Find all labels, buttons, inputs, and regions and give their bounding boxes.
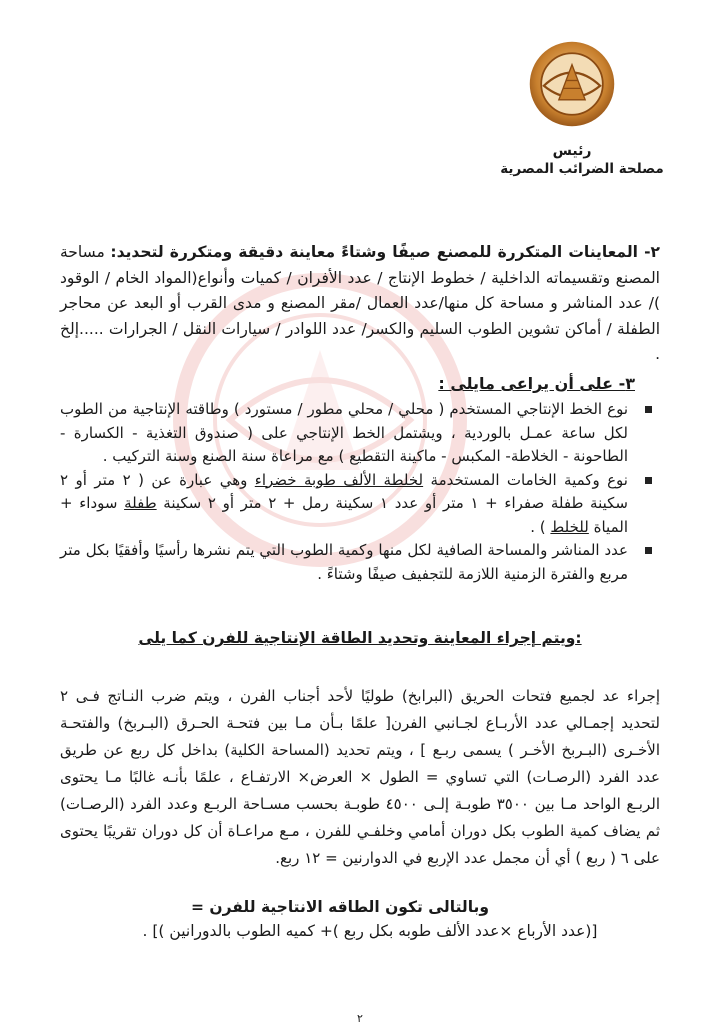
procedure-heading-text: ويتم إجراء المعاينة وتحديد الطاقة الإنتاجية للفرن كما يلى: (138, 629, 582, 647)
letterhead-subtitle: مصلحة الضرائب المصرية (500, 161, 664, 177)
section-2-lead: ٢- المعاينات المتكررة للمصنع صيفًا وشتاءً معاينة دقيقة ومتكررة لتحديد: (110, 243, 661, 261)
list-item-text: وهي عبارة عن ( ٢ متر أو ٢ سكينة طفلة صفراء + ١ متر أو عدد ١ سكينة رمل + ٢ متر أو ٢ سكينة (60, 470, 628, 512)
letterhead (500, 40, 664, 178)
list-item-underlined: لخلطة الألف طوبة خضراء (254, 470, 424, 489)
list-item (60, 398, 660, 469)
list-item-text: نوع الخط الإنتاجي المستخدم ( محلي / محلي مطور / مستورد ) وطاقته الإنتاجية من الطوب لكل ساعة عمـل بالوردية ، ويشتمل الخط الإنتاجي على ( صندوق التغذية - الكسارة - الطاحونة - الخلاطة- المكبس - ماكينة التقطيع ) مع مراعاة سنة الصنع وسنة التركيب . (60, 400, 628, 465)
page-number: ٢ (357, 1012, 363, 1025)
tax-authority-logo-icon (528, 40, 616, 128)
square-bullet-icon (645, 477, 652, 484)
list-item-underlined: طفلة (124, 494, 157, 512)
list-item (60, 539, 660, 586)
square-bullet-icon (645, 406, 652, 413)
capacity-formula: [(عدد الأرباع ×عدد الألف طوبه بكل ربع )+ كميه الطوب بالدورانين )] . (142, 922, 598, 940)
list-item-underlined: للخلط (550, 517, 589, 536)
list-item-text: ) . (530, 517, 551, 536)
square-bullet-icon (645, 547, 652, 554)
list-item-text: نوع وكمية الخامات المستخدمة (423, 470, 628, 489)
list-item-text: عدد المناشر والمساحة الصافية لكل منها وكمية الطوب التي يتم نشرها رأسيًا وأفقيًا بكل متر مربع والفترة الزمنية اللازمة للتجفيف صيفًا وشتاءً . (60, 541, 628, 583)
section-2-paragraph (60, 240, 660, 368)
conclusion-title: وبالتالى تكون الطاقه الانتاجية للفرن = (191, 898, 489, 916)
list-item (60, 469, 660, 540)
section-3-title: ٣- على أن يراعى مايلى : (438, 374, 635, 393)
section-3-list (60, 398, 660, 586)
letterhead-title: رئيس (552, 143, 592, 159)
list-item-text: سوداء + المياة (60, 494, 628, 536)
procedure-heading (0, 628, 720, 647)
procedure-paragraph: إجراء عد لجميع فتحات الحريق (البرابخ) طوليًا لأحد أجناب الفرن ، ويتم ضرب النـاتج فـى ٢ لتحديد إجمـالي عدد الأربـاع لجـانبي الفرن[ علمًا بـأن مـا بين فتحـة الحـرق (البـربخ) والفتحـة الأخـرى (البـربخ الأخـر ) يسمى ربـع ] ، ويتم تحديد (المساحة الكلية) بداخل كل ربع عن طريق عدد الفرد (الرصـات) التي تساوي = الطول × العرض× الارتفـاع ، علمًا بأنـه غالبًا مـا يحتوى الربـع الواحد مـا بين ٣٥٠٠ طوبـة إلـى ٤٥٠٠ طوبـة بحسب مسـاحة الربـع وعدد الفرد (الرصـات) ثم يضاف كمية الطوب بكل دوران أمامي وخلفـي للفرن ، مـع مراعـاة أن كل دوران تقريبًا يحتوى على ٦ ( ربع ) أي أن مجمل عدد الإربع في الدوارنين = ١٢ ربع. (60, 687, 660, 867)
section-2-body: مساحة المصنع وتقسيماته الداخلية / خطوط الإنتاج / عدد الأفران / كميات وأنواع(المواد الخام / الوقود )/ عدد المناشر و مساحة كل منها/عدد العمال /مقر المصنع و مدى القرب أو البعد عن محاجر الطفلة / أماكن تشوين الطوب السليم والكسر/ عدد اللوادر / سيارات النقل / الجرارات .....إلخ . (60, 243, 660, 363)
